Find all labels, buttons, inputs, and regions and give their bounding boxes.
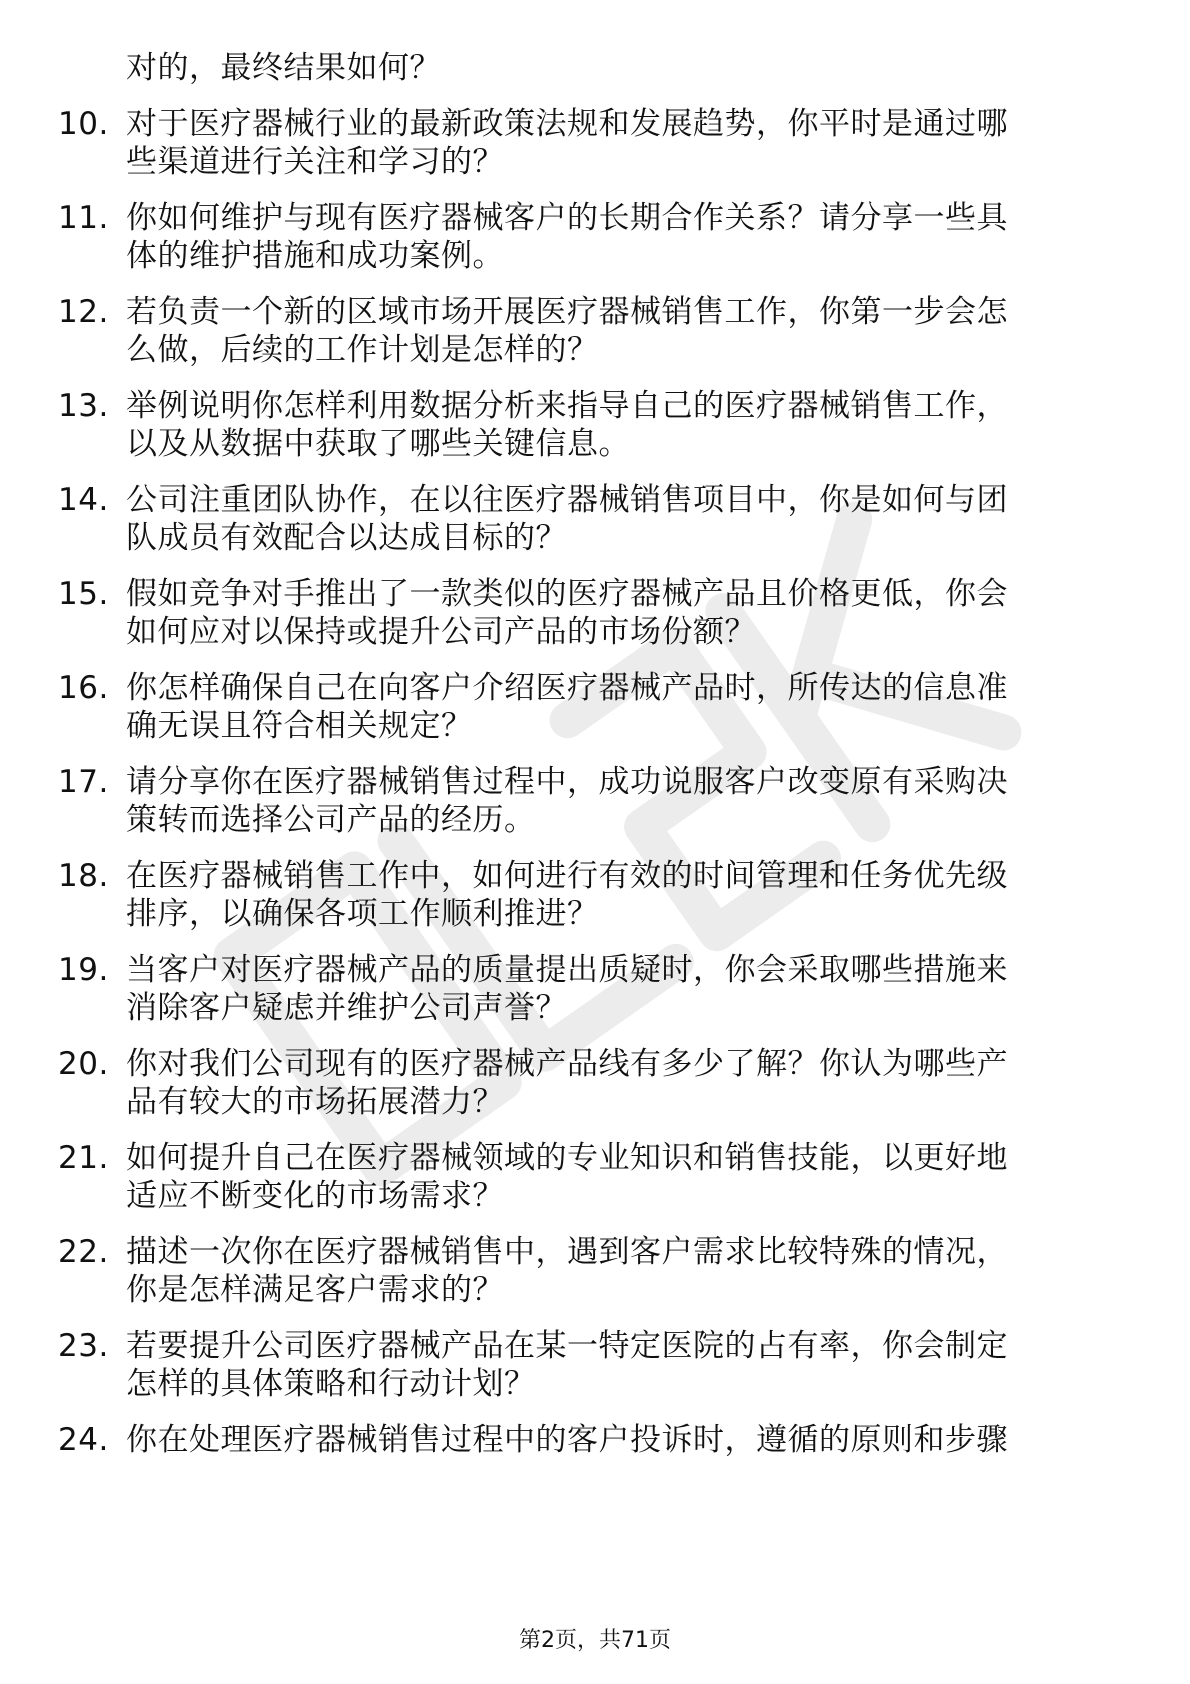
question-text: 怎样的具体策略和行动计划？	[126, 1366, 536, 1402]
question-text: 你怎样确保自己在向客户介绍医疗器械产品时，所传达的信息准	[126, 670, 1008, 706]
question-number: 18.	[58, 858, 109, 894]
page-footer: 第2页，共71页	[519, 1628, 671, 1653]
question-number: 21.	[58, 1140, 109, 1176]
question-text: 策转而选择公司产品的经历。	[126, 802, 536, 838]
question-number: 22.	[58, 1234, 109, 1270]
question-text: 你对我们公司现有的医疗器械产品线有多少了解？你认为哪些产	[126, 1046, 1008, 1082]
continuation-text: 对的，最终结果如何？	[126, 50, 441, 86]
question-text: 假如竞争对手推出了一款类似的医疗器械产品且价格更低，你会	[126, 576, 1008, 612]
question-number: 10.	[58, 106, 109, 142]
question-text: 些渠道进行关注和学习的？	[126, 144, 504, 180]
question-number: 23.	[58, 1328, 109, 1364]
question-text: 若要提升公司医疗器械产品在某一特定医院的占有率，你会制定	[126, 1328, 1008, 1364]
question-text: 你如何维护与现有医疗器械客户的长期合作关系？请分享一些具	[126, 200, 1008, 236]
question-text: 你是怎样满足客户需求的？	[126, 1272, 504, 1308]
question-text: 品有较大的市场拓展潜力？	[126, 1084, 504, 1120]
question-text: 举例说明你怎样利用数据分析来指导自己的医疗器械销售工作，	[126, 388, 1008, 424]
question-number: 13.	[58, 388, 109, 424]
question-text: 队成员有效配合以达成目标的？	[126, 520, 567, 556]
question-text: 排序，以确保各项工作顺利推进？	[126, 896, 599, 932]
question-text: 请分享你在医疗器械销售过程中，成功说服客户改变原有采购决	[126, 764, 1008, 800]
question-text: 适应不断变化的市场需求？	[126, 1178, 504, 1214]
question-number: 12.	[58, 294, 109, 330]
question-text: 以及从数据中获取了哪些关键信息。	[126, 426, 630, 462]
question-text: 确无误且符合相关规定？	[126, 708, 473, 744]
question-number: 14.	[58, 482, 109, 518]
question-text: 么做，后续的工作计划是怎样的？	[126, 332, 599, 368]
question-number: 16.	[58, 670, 109, 706]
question-number: 11.	[58, 200, 109, 236]
question-number: 19.	[58, 952, 109, 988]
question-text: 如何提升自己在医疗器械领域的专业知识和销售技能，以更好地	[126, 1140, 1008, 1176]
question-number: 24.	[58, 1422, 109, 1458]
question-text: 消除客户疑虑并维护公司声誉？	[126, 990, 567, 1026]
question-text: 若负责一个新的区域市场开展医疗器械销售工作，你第一步会怎	[126, 294, 1008, 330]
question-text: 描述一次你在医疗器械销售中，遇到客户需求比较特殊的情况，	[126, 1234, 1008, 1270]
question-text: 如何应对以保持或提升公司产品的市场份额？	[126, 614, 756, 650]
question-text: 在医疗器械销售工作中，如何进行有效的时间管理和任务优先级	[126, 858, 1008, 894]
question-number: 15.	[58, 576, 109, 612]
question-text: 你在处理医疗器械销售过程中的客户投诉时，遵循的原则和步骤	[126, 1422, 1008, 1458]
question-text: 当客户对医疗器械产品的质量提出质疑时，你会采取哪些措施来	[126, 952, 1008, 988]
question-text: 体的维护措施和成功案例。	[126, 238, 504, 274]
question-text: 对于医疗器械行业的最新政策法规和发展趋势，你平时是通过哪	[126, 106, 1008, 142]
question-number: 20.	[58, 1046, 109, 1082]
question-text: 公司注重团队协作，在以往医疗器械销售项目中，你是如何与团	[126, 482, 1008, 518]
question-number: 17.	[58, 764, 109, 800]
